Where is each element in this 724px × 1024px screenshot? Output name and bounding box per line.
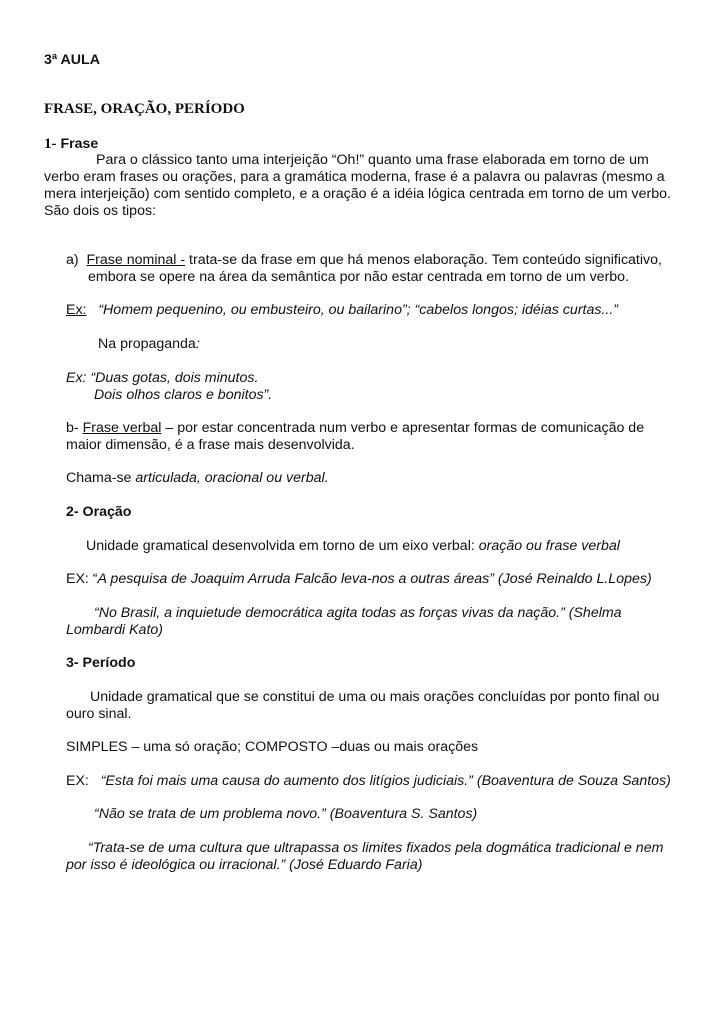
item-b-text-2: maior dimensão, é a frase mais desenvolvida. <box>66 437 355 453</box>
item-a-text-2: embora se opere na área da semântica por não estar centrada em torno de um verbo. <box>88 269 630 285</box>
item-b-marker: b- <box>66 420 79 436</box>
example-1-text: “Homem pequenino, ou embusteiro, ou bailarino”; “cabelos longos; idéias curtas...” <box>98 302 619 318</box>
item-b-term: Frase verbal <box>82 420 162 436</box>
section2-def-italic: oração ou frase verbal <box>478 538 620 554</box>
section3-example-3-line-1: “Trata-se de uma cultura que ultrapassa os limites fixados pela dogmática tradicional e nem <box>88 840 664 856</box>
propaganda-text: Na propaganda <box>98 336 196 352</box>
chama-prefix: Chama-se <box>66 470 136 486</box>
section2-example-1 <box>66 571 652 588</box>
section2-example-2-line-1: “No Brasil, a inquietude democrática agita todas as forças vivas da nação.” (Shelma <box>94 605 622 621</box>
propaganda-line <box>98 336 200 353</box>
item-b-text: – por estar concentrada num verbo e apresentar formas de comunicação de <box>161 420 645 436</box>
example-2-line-2: Dois olhos claros e bonitos”. <box>94 387 273 403</box>
section3-example-3-line-2: por isso é ideológica ou irracional.” (José Eduardo Faria) <box>66 857 423 873</box>
section3-example-1 <box>66 773 671 790</box>
section3-ex-text: “Esta foi mais uma causa do aumento dos litígios judiciais.” (Boaventura de Souza Santos) <box>100 773 671 789</box>
chama-line <box>66 470 329 487</box>
section1-heading <box>44 136 98 153</box>
item-a-marker: a) <box>66 252 79 268</box>
section2-heading: 2- Oração <box>66 504 132 520</box>
section3-simples-composto: SIMPLES – uma só oração; COMPOSTO –duas ou mais orações <box>66 739 479 755</box>
section2-ex-label: EX: “ <box>66 571 98 587</box>
chama-italic: articulada, oracional ou verbal. <box>135 470 329 486</box>
section3-ex-label: EX: <box>66 773 89 789</box>
section3-example-2: “Não se trata de um problema novo.” (Boaventura S. Santos) <box>94 806 478 822</box>
section1-number: 1- <box>44 136 57 152</box>
section1-para-line: São dois os tipos: <box>44 203 156 219</box>
section2-ex-text: A pesquisa de Joaquim Arruda Falcão leva-nos a outras áreas” (José Reinaldo L.Lopes) <box>97 571 652 587</box>
item-a-line <box>66 252 662 269</box>
section2-def-text: Unidade gramatical desenvolvida em torno de um eixo verbal: <box>86 538 479 554</box>
item-a-term: Frase nominal - <box>86 252 186 268</box>
section3-definition-line-1: Unidade gramatical que se constitui de uma ou mais orações concluídas por ponto final ou <box>90 689 660 705</box>
item-a-text: trata-se da frase em que há menos elaboração. Tem conteúdo significativo, <box>189 252 662 268</box>
section2-definition <box>86 538 620 555</box>
section3-heading: 3- Período <box>66 655 136 671</box>
lesson-label: 3ª AULA <box>44 52 100 68</box>
section1-para-line: Para o clássico tanto uma interjeição “Oh!” quanto uma frase elaborada em torno de um <box>96 152 649 168</box>
section1-para-line: verbo eram frases ou orações, para a gramática moderna, frase é a palavra ou palavras (mesmo a <box>44 169 665 185</box>
section1-para-line: mera interjeição) com sentido completo, e a oração é a idéia lógica centrada em torno de um verbo. <box>44 186 671 202</box>
section1-title: Frase <box>60 136 99 152</box>
propaganda-colon: : <box>195 336 200 352</box>
section2-example-2-line-2: Lombardi Kato) <box>66 622 163 638</box>
item-b-line <box>66 420 644 437</box>
example-1-label: Ex: <box>66 302 87 318</box>
example-2-line-1: Ex: “Duas gotas, dois minutos. <box>66 370 259 386</box>
section3-definition-line-2: ouro sinal. <box>66 706 132 722</box>
example-1 <box>66 302 618 319</box>
page-title: FRASE, ORAÇÃO, PERÍODO <box>44 101 245 117</box>
